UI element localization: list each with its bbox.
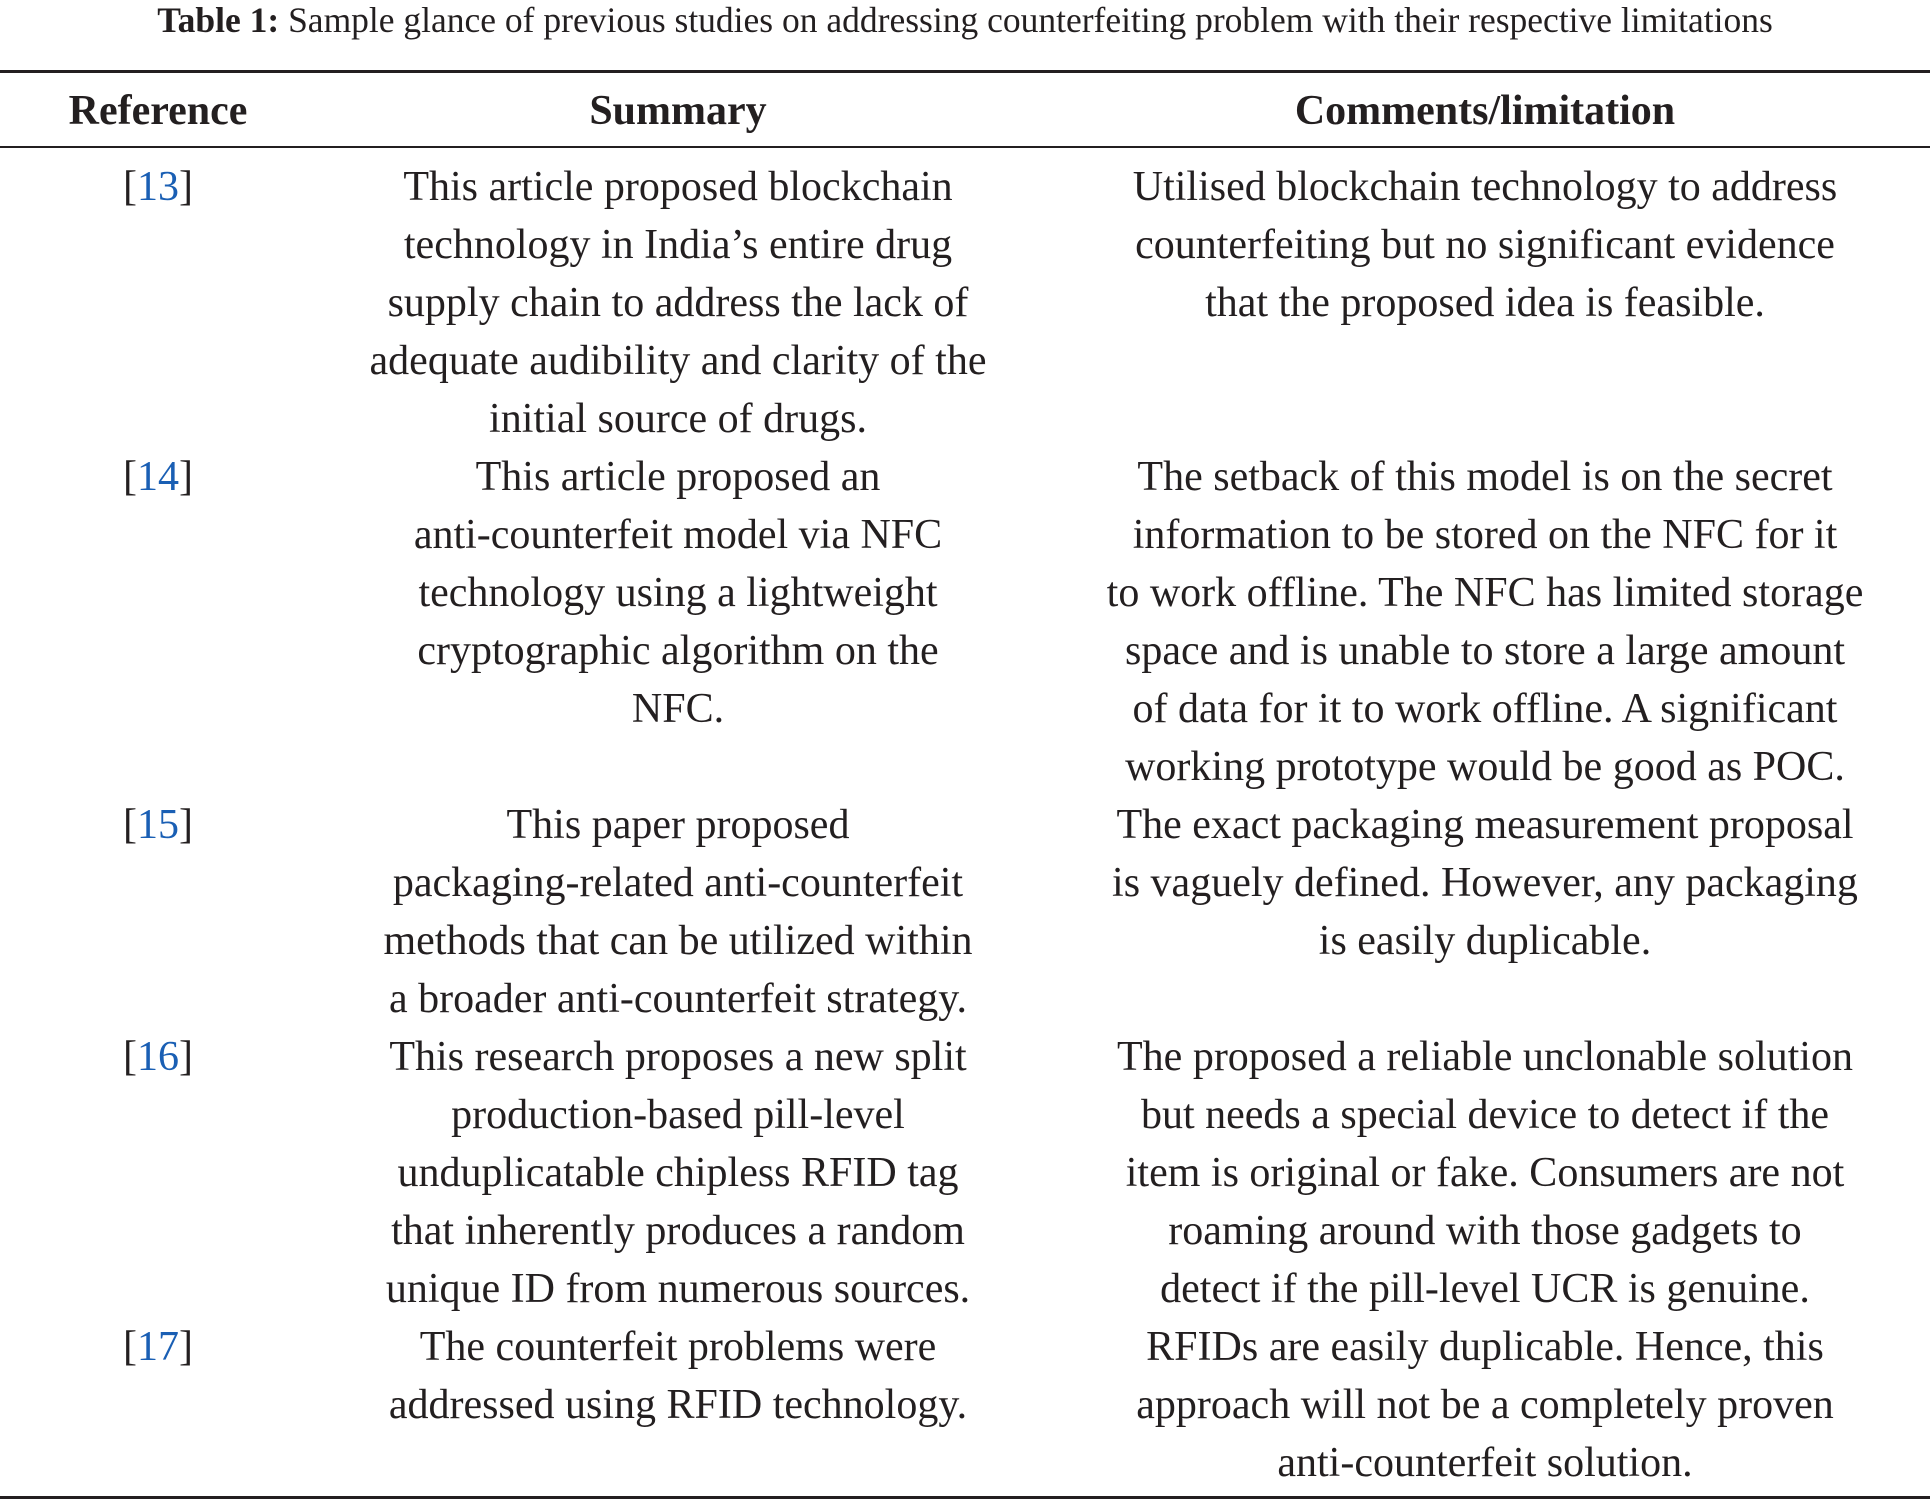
comment-line: space and is unable to store a large amount: [1125, 628, 1845, 674]
summary-line: unique ID from numerous sources.: [385, 1266, 971, 1312]
table-caption-text: Sample glance of previous studies on addressing counterfeiting problem with their respective limitations: [288, 0, 1773, 40]
summary-line: addressed using RFID technology.: [388, 1382, 968, 1428]
comment-line: working prototype would be good as POC.: [1125, 744, 1845, 790]
summary-line: The counterfeit problems were: [419, 1324, 937, 1370]
table-caption-label: Table 1:: [157, 0, 280, 40]
summary-line: supply chain to address the lack of: [387, 280, 969, 326]
comment-line: The exact packaging measurement proposal: [1116, 802, 1854, 848]
summary-cell: [316, 1028, 1040, 1318]
summary-line: This article proposed blockchain: [403, 164, 953, 210]
summary-line: technology using a lightweight: [418, 570, 938, 616]
summary-line: production-based pill-level: [451, 1092, 905, 1138]
reference-cell: [13]: [123, 164, 193, 210]
table-caption: [0, 0, 1930, 56]
comment-line: of data for it to work offline. A significant: [1132, 686, 1838, 732]
citation-link[interactable]: 13: [137, 164, 179, 210]
summary-line: unduplicatable chipless RFID tag: [397, 1150, 959, 1196]
comment-line: to work offline. The NFC has limited storage: [1106, 570, 1864, 616]
summary-line: adequate audibility and clarity of the: [369, 338, 987, 384]
citation-link[interactable]: 16: [137, 1034, 179, 1080]
comment-cell: [1040, 448, 1930, 796]
comment-line: is easily duplicable.: [1318, 918, 1652, 964]
comment-line: RFIDs are easily duplicable. Hence, this: [1146, 1324, 1824, 1370]
table-bottom-rule: [0, 1496, 1930, 1499]
summary-cell: [316, 448, 1040, 738]
comment-cell: [1040, 158, 1930, 332]
table-row: [0, 448, 1930, 796]
summary-line: This paper proposed: [506, 802, 850, 848]
summary-line: cryptographic algorithm on the: [417, 628, 939, 674]
summary-cell: [316, 796, 1040, 1028]
citation-link[interactable]: 17: [137, 1324, 179, 1370]
comment-line: anti-counterfeit solution.: [1277, 1440, 1693, 1486]
column-header-comments: Comments/limitation: [1294, 88, 1676, 134]
citation-link[interactable]: 14: [137, 454, 179, 500]
comment-line: The setback of this model is on the secret: [1137, 454, 1833, 500]
comment-line: counterfeiting but no significant evidence: [1135, 222, 1835, 268]
summary-line: a broader anti-counterfeit strategy.: [389, 976, 967, 1022]
comment-line: item is original or fake. Consumers are not: [1125, 1150, 1845, 1196]
summary-line: methods that can be utilized within: [383, 918, 973, 964]
comment-line: but needs a special device to detect if the: [1140, 1092, 1830, 1138]
comment-cell: [1040, 796, 1930, 970]
column-header-reference: Reference: [68, 88, 248, 134]
summary-line: that inherently produces a random: [391, 1208, 965, 1254]
summary-line: This article proposed an: [475, 454, 881, 500]
table-row: [0, 1318, 1930, 1492]
comment-cell: [1040, 1318, 1930, 1492]
comment-line: approach will not be a completely proven: [1136, 1382, 1834, 1428]
comment-line: is vaguely defined. However, any packaging: [1112, 860, 1858, 906]
column-header-summary: Summary: [589, 88, 767, 134]
comment-line: The proposed a reliable unclonable solution: [1117, 1034, 1853, 1080]
table-row: [0, 796, 1930, 1028]
summary-line: This research proposes a new split: [389, 1034, 967, 1080]
summary-cell: [316, 158, 1040, 448]
table-top-rule: [0, 70, 1930, 73]
citation-link[interactable]: 15: [137, 802, 179, 848]
comment-line: roaming around with those gadgets to: [1168, 1208, 1802, 1254]
summary-line: NFC.: [631, 686, 725, 732]
comment-line: detect if the pill-level UCR is genuine.: [1160, 1266, 1810, 1312]
reference-cell: [16]: [123, 1034, 193, 1080]
reference-cell: [17]: [123, 1324, 193, 1370]
table-header-rule: [0, 146, 1930, 148]
summary-cell: [316, 1318, 1040, 1434]
summary-line: technology in India’s entire drug: [403, 222, 953, 268]
reference-cell: [15]: [123, 802, 193, 848]
comment-cell: [1040, 1028, 1930, 1318]
table-row: [0, 158, 1930, 448]
comment-line: Utilised blockchain technology to address: [1132, 164, 1838, 210]
summary-line: initial source of drugs.: [489, 396, 867, 442]
comment-line: information to be stored on the NFC for it: [1132, 512, 1838, 558]
reference-cell: [14]: [123, 454, 193, 500]
summary-line: anti-counterfeit model via NFC: [413, 512, 943, 558]
comment-line: that the proposed idea is feasible.: [1205, 280, 1765, 326]
summary-line: packaging-related anti-counterfeit: [392, 860, 964, 906]
table-row: [0, 1028, 1930, 1318]
